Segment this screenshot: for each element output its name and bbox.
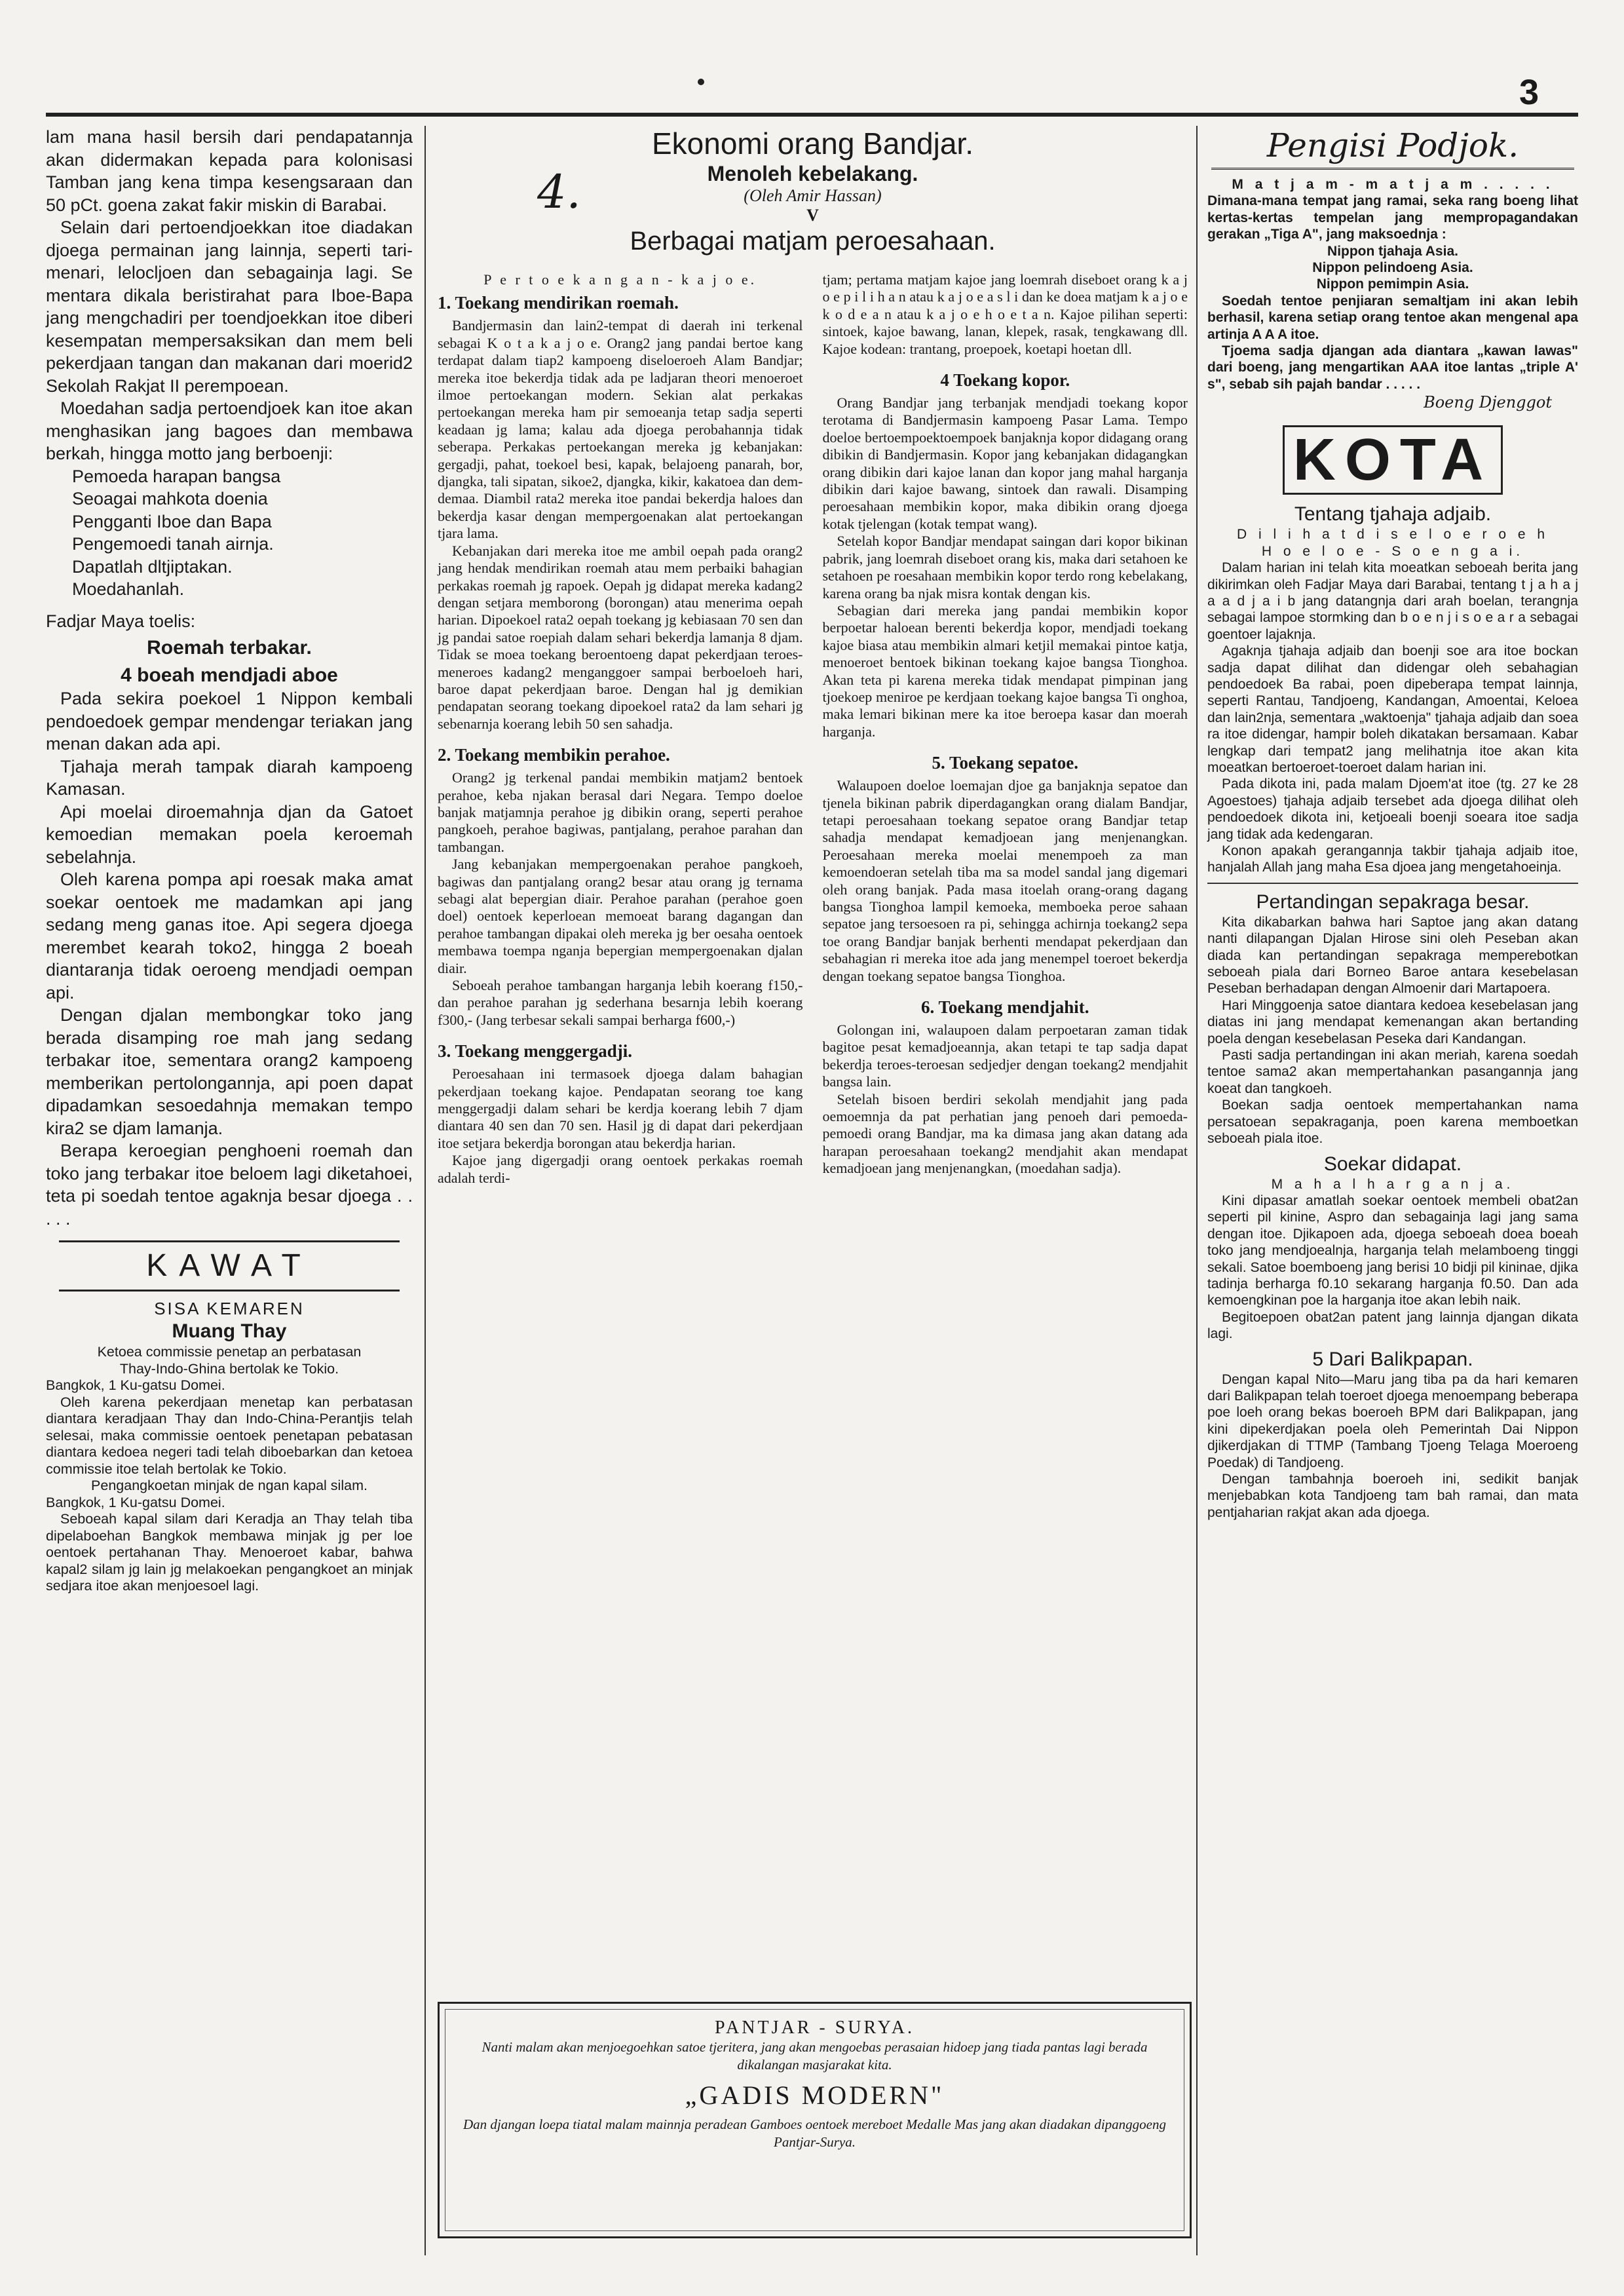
poem-line: Pengganti Iboe dan Bapa xyxy=(72,511,272,531)
article-column-right xyxy=(823,266,1188,1187)
news-heading: Ketoea commissie penetap an perbatasan Thay-Indo-Ghina bertolak ke Tokio. xyxy=(97,1344,362,1377)
dateline: Bangkok, 1 Ku-gatsu Domei. xyxy=(46,1494,225,1510)
paragraph: Kita dikabarkan bahwa hari Saptoe jang akan datang nanti dilapangan Djalan Hirose sini oleh Peseban akan diada kan pertandingan sepakraga memperebotkan seboeah piala dari Borneo Baroe antara kesebelasan Peseban berhadapan dengan Almoenir dari Martapoera. xyxy=(1207,914,1578,997)
paragraph: Oleh karena pompa api roesak maka amat soekar oentoek me madamkan api jang sedang meng ganas itoe. Api segera djoega merembet kearah toko2, hingga 2 boeah diantaranja tidak oeroeng mendjadi oempan api. xyxy=(46,870,413,1003)
section-heading: Muang Thay xyxy=(172,1320,287,1342)
top-dot xyxy=(698,79,704,85)
paragraph: Jang kebanjakan mempergoenakan perahoe pangkoeh, bagiwas dan pantjalang orang2 besar atau orang jg ternama sebagi alat bepergian diair. Perahoe parahan (perahoe goen doel) oentoek keperloean memoeat barang dagangan dan perahoe tambangan dipakai oleh mereka jg ber oesaha oentoek membawa toempa nganja bepergian mempergoenakan djalan diair. xyxy=(438,856,803,976)
kota-heading: KOTA xyxy=(1283,425,1503,495)
advertisement-inner xyxy=(445,2009,1184,2231)
paragraph: tjam; pertama matjam kajoe jang loemrah diseboet orang k a j o e p i l i h a n atau k a j o e a s l i dan ke doea matjam k a j o e k o d e a n atau k a j o e h o e t a n. Kajoe pilihan seperti: sintoek, kajoe bawang, lanan, klepek, rasak, tengkawang dll. Kajoe kodean: trantang, proepoek, koetapi hoetan dll. xyxy=(822,271,1188,357)
paragraph: Peroesahaan ini termasoek djoega dalam bahagian pekerdjaan toekang kajoe. Pendapatan seorang toe kang menggergadji dalam sehari be kerdja koerang lebih 7 djam diantara 40 sen dan 70 sen. Hasil jg di dapat dari pekerdjaan itoe setjara bekerdja borongan atau bekerdja harian. xyxy=(438,1065,803,1151)
signature: Boeng Djenggot xyxy=(1424,393,1552,412)
news-heading: Pengangkoetan minjak de ngan kapal silam. xyxy=(91,1478,368,1493)
section-label: M a t j a m - m a t j a m . . . . . xyxy=(1232,177,1554,192)
paragraph: Orang2 jg terkenal pandai membikin matjam2 bentoek perahoe, keba njakan berasal dari Negara. Tempo doeloe banjak matjamnja perahoe jg dibikin orang, seperti perahoe pangkoeh, perahoe bagiwas, pantjalang, perahoe parahan dan tambangan. xyxy=(438,769,803,855)
ad-title: PANTJAR - SURYA. xyxy=(715,2018,915,2038)
subheadline: M a h a l h a r g a n j a. xyxy=(1271,1176,1515,1192)
poem-line: Pemoeda harapan bangsa xyxy=(72,466,281,486)
article-column-left xyxy=(438,266,803,1187)
headline: Soekar didapat. xyxy=(1323,1153,1462,1175)
ad-text: Nanti malam akan menjoegoehkan satoe tjeritera, jang akan mengoebas perasaian hidoep jang tiada pantas lagi berada dikalangan masjarakat kita. xyxy=(482,2039,1148,2073)
paragraph: Konon apakah gerangannja takbir tjahaja adjaib itoe, hanjalah Allah jang maha Esa djoea jang mengetahoeinja. xyxy=(1207,843,1578,875)
paragraph: Hari Minggoenja satoe diantara kedoea kesebelasan jang diatas ini jang mendapat kemenangan akan bertanding poela dengan kesebelasan Peseka dari Kandangan. xyxy=(1207,997,1578,1046)
headline: Roemah terbakar. xyxy=(147,637,312,659)
paragraph: Tjahaja merah tampak diarah kampoeng Kamasan. xyxy=(46,756,413,799)
paragraph: Dimana-mana tempat jang ramai, seka rang boeng lihat kertas-kertas tempelan jang mempropagandakan gerakan „Tiga A", jang maksoednja : xyxy=(1207,193,1578,242)
page-number: 3 xyxy=(1519,73,1539,112)
slogan: Nippon tjahaja Asia. xyxy=(1327,243,1458,259)
paragraph: lam mana hasil bersih dari pendapatannja akan didermakan kepada para kolonisasi Tamban jang kena timpa kesengsaraan dan 50 pCt. goena zakat fakir miskin di Barabai. xyxy=(46,127,413,215)
section-heading: 1. Toekang mendirikan roemah. xyxy=(438,293,679,313)
section-intro: P e r t o e k a n g a n - k a j o e. xyxy=(483,271,757,288)
paragraph: Dengan djalan membongkar toko jang berada disamping roe mah jang sedang terbakar itoe, sementara orang2 kampoeng memberikan pertolongannja, api poen dapat dipadamkan sesoedahnja memakan tempo kira2 se djam lamanja. xyxy=(46,1005,413,1138)
paragraph: Pada dikota ini, pada malam Djoem'at itoe (tg. 27 ke 28 Agoestoes) tjahaja adjaib tersebet ada djoega dilihat oleh pendoedoek dikota ini, ketjoeali boenji soeara itoe sadja jang tidak ada kedengaran. xyxy=(1207,776,1578,842)
subheadline: H o e l o e - S o e n g a i. xyxy=(1261,543,1524,559)
header-rule xyxy=(46,113,1578,117)
paragraph: Kebanjakan dari mereka itoe me ambil oepah pada orang2 jang hendak mendirikan roemah atau mem perbaiki bahagian perkakas roemah jg rapoek. Oepah jg didapat mereka kadang2 dengan setjara memborong (borongan) atau menerima oepah harian. Dipoekoel rata2 oepah toekang jg kebiasaan 70 sen dan jg pandai satoe roepiah dalam sehari bekerdja lamanja 8 djam. Tidak se moea toekang beroentoeng dapat pekerdjaan teroes-meneroes kadang2 menganggoer sampai berboeloeh hari, baroe dapat pekerdjaan baroe. Dengan hal jg demikian pendapatan seorang toekang dipoekoel rata2 da lam sehari jg sebenarnja koerang lebih 50 sen sahadja. xyxy=(438,542,803,732)
paragraph: Berapa keroegian penghoeni roemah dan toko jang terbakar itoe beloem lagi diketahoei, teta pi soedah tentoe agaknja besar djoega . . . . . xyxy=(46,1141,413,1229)
motto-poem xyxy=(46,465,413,601)
column-right xyxy=(1207,126,1578,1521)
paragraph: Kajoe jang digergadji orang oentoek perkakas roemah adalah terdi- xyxy=(438,1152,803,1186)
paragraph: Bandjermasin dan lain2-tempat di daerah ini terkenal sebagai K o t a k a j o e. Orang2 jang pandai bertoe kang terdapat dalam tiap2 kampoeng diseloeroeh Alam Bandjar; mereka itoe bekerdja tidak ada pe ladjaran theori menoeroet ilmoe pertoekangan modern. Sekian alat perkakas pertoekangan mereka ham pir semoeanja tetap sadja seperti keadaan jg lama; kalau ada djoega perobahannja tidak seberapa. Perkakas pertoekangan mereka jg kebanjakan: gergadji, pahat, toekoel besi, kapak, belajoeng panarah, bor, djangka, tali sipatan, sikoe2, djangka, kikir, kakatoea dan dem-demaa. Diambil rata2 mereka itoe pandai bekerdja haloes dan bekerdja kasar dengan mempergoenakan alat pertoekangan tjara lama. xyxy=(438,317,803,542)
article-subtitle: Menoleh kebelakang. xyxy=(707,162,918,185)
section-label: SISA KEMAREN xyxy=(154,1299,305,1318)
paragraph: Pada sekira poekoel 1 Nippon kembali pendoedoek gempar mendengar teriakan jang menan dakan ada api. xyxy=(46,689,413,754)
paragraph: Seboeah perahoe tambangan harganja lebih koerang f150,- dan perahoe parahan jg sederhana besarnja lebih koerang f300,- (Jang terbesar sekali sampai berharga f600,-) xyxy=(438,977,803,1028)
paragraph: Sebagian dari mereka jang pandai membikin kopor berpoetar haloean berenti bekerdja kopor, mendjadi toekang kajoe biasa atau membikin almari ketjil memakai pintoe katja, menoeroet bentoek bikinan toekang kajoe bangsa Tionghoa. Akan teta pi karena mereka tidak mendapat pimpinan jang tjoekoep meniroe pe kerdjaan toekang kajoe bangsa Ti onghoa, maka lemari bikinan mere ka itoe beroepa kasar dan moerah harganja. xyxy=(822,602,1188,740)
paragraph: Moedahan sadja pertoendjoek kan itoe akan menghasikan jang bagoes dan membawa berkah, hingga motto jang berboenji: xyxy=(46,398,413,463)
paragraph: Kini dipasar amatlah soekar oentoek membeli obat2an seperti pil kinine, Aspro dan sebagainja lagi jang sama dengan itoe. Djikapoen ada, djoega seboeah doea boeah toko jang mendjoealnja, harganja telah melamboeng tinggi sekali. Satoe boemboeng jang berisi 10 bidji pil kininae, djika tadinja berharga f0.10 sekarang harganja f0.50. Dan ada kemoengkinan poe la harganja itoe akan lebih naik. xyxy=(1207,1193,1578,1309)
paragraph: Oleh karena pekerdjaan menetap kan perbatasan diantara keradjaan Thay dan Indo-China-Perantjis telah selesai, maka commissie oentoek penetapan pebatasan diantara kedoea negeri tadi telah diboebarkan dan ketoea commissie itoe telah bertolak ke Tokio. xyxy=(46,1394,413,1477)
column-title: Pengisi Podjok. xyxy=(1211,126,1574,170)
telegram-news xyxy=(46,1344,413,1595)
paragraph: Dengan kapal Nito—Maru jang tiba pa da hari kemaren dari Balikpapan telah toeroet djoega menoempang beberapa poe loeh orang bekas boeroeh BPM dari Balikpapan, jang kini dipekerdjakan poela oleh Pemerintah Dai Nippon djikerdjakan di TTMP (Tambang Tjoeng Telaga Moeroeng Poedak) di Tandjoeng. xyxy=(1207,1371,1578,1470)
section-heading: 3. Toekang menggergadji. xyxy=(438,1041,633,1062)
column-left xyxy=(46,126,413,1595)
section-heading: 5. Toekang sepatoe. xyxy=(932,753,1079,773)
paragraph: Agaknja tjahaja adjaib dan boenji soe ara itoe bockan sadja dapat dilihat dan didengar oleh sebahagian pendoedoek Ba rabai, poen dipeberapa tempat lainnja, seperti Rantau, Tandjoeng, Kandangan, Amoentai, Keloea dan lain2nja, sementara „waktoenja" tjahaja adjaib dan soea ra itoe didengar, hampir boleh dikatakan bersamaan. Kabar lengkap dari tempat2 jang melihatnja itoe akan kita moeatkan bertoeroet-toeroet dalam harian ini. xyxy=(1207,643,1578,775)
poem-line: Seoagai mahkota doenia xyxy=(72,489,268,508)
article-heading: Berbagai matjam peroesahaan. xyxy=(630,227,996,256)
kawat-heading: KAWAT xyxy=(59,1240,400,1292)
section-heading: 2. Toekang membikin perahoe. xyxy=(438,745,670,765)
subheadline: D i l i h a t d i s e l o e r o e h xyxy=(1236,527,1549,543)
poem-line: Dapatlah dltjiptakan. xyxy=(72,556,233,577)
paragraph: Dalam harian ini telah kita moeatkan seboeah berita jang dikirimkan oleh Fadjar Maya dari Barabai, tentang t j a h a j a a d j a i b jang datangnja dari arah boelan, terangnja sebagai lampoe stormking dan b o e n j i s o e a r a sebagai goentoer lajaknja. xyxy=(1207,560,1578,642)
paragraph: Setelah kopor Bandjar mendapat saingan dari kopor bikinan pabrik, jang loemrah diseboet orang kis, maka dari setahoen ke setahoen pe roesahaan membikin kopor terdo rong kebelakang, karena orang ba njak misra kontak dengan kis. xyxy=(822,533,1188,602)
slogan: Nippon pemimpin Asia. xyxy=(1316,277,1469,292)
article-columns xyxy=(438,266,1188,1187)
paragraph: Walaupoen doeloe loemajan djoe ga banjaknja sepatoe dan tjenela bikinan pabrik diperdagangkan orang dialam Bandjar, tetapi peroesahaan toekang sepatoe orang Bandjar tetap sahadja mendapat kemadjoean jang menjenangkan. Peroesahaan mereka moelai menempoeh za man kemoendoeran setelah tiba ma sa model sandal jang digemari oleh orang banjak. Pada masa itoelah orang-orang dagang bangsa Tionghoa lampil kemoeka, memboeka peroe sahaan sepatoe jang tersoesoen ra pi, sehingga achirnja toekang2 sepa toe orang Bandjar banjak berhenti mendapat pekerdjaan dan sebahagian ri mereka itoe ada jang menempel toeroet bekerdja dengan toekang sepatoe bangsa Tionghoa. xyxy=(822,777,1188,984)
column-divider xyxy=(425,126,426,2255)
column-middle xyxy=(438,126,1188,1187)
dateline: Bangkok, 1 Ku-gatsu Domei. xyxy=(46,1377,225,1393)
ad-text: Dan djangan loepa tiatal malam mainnja peradean Gamboes oentoek mereboet Medalle Mas jang akan diadakan dipanggoeng Pantjar-Surya. xyxy=(463,2116,1166,2150)
article-author: (Oleh Amir Hassan) xyxy=(744,186,882,205)
slogan: Nippon pelindoeng Asia. xyxy=(1312,260,1473,276)
paragraph: Api moelai diroemahnja djan da Gatoet kemoedian memakan poela keroemah sebelahnja. xyxy=(46,801,413,867)
advertisement-box xyxy=(438,2002,1192,2238)
paragraph: Golongan ini, walaupoen dalam perpoetaran zaman tidak bagitoe pesat kemadjoeannja, akan tetapi te tap sadja dapat bekerdja teroes-teroesan sedjedjer dengan toekang2 mendjahit bangsa lain. xyxy=(822,1022,1188,1090)
paragraph: Dengan tambahnja boeroeh ini, sedikit banjak menjebabkan kota Tandjoeng tam bah ramai, dan mata pentjaharian rakjat akan ada djoega. xyxy=(1207,1472,1578,1520)
paragraph: Seboeah kapal silam dari Keradja an Thay telah tiba dipelaboehan Bangkok membawa minjak jg per loe oentoek pertahanan Thay. Menoeroet kabar, bahwa kapal2 silam jg lain jg melakoekan pengangkoet an minjak sedjara itoe akan menjoesoel lagi. xyxy=(46,1511,413,1594)
paragraph: Tjoema sadja djangan ada diantara „kawan lawas" dari boeng, jang mengartikan AAA itoe lantas „triple A' s", sebab sih pajah bandar . . . . . xyxy=(1207,343,1578,392)
headline: 5 Dari Balikpapan. xyxy=(1312,1348,1473,1370)
ad-show-name: „GADIS MODERN" xyxy=(685,2080,945,2110)
divider xyxy=(1207,883,1578,884)
section-heading: 6. Toekang mendjahit. xyxy=(920,997,1089,1018)
paragraph: Setelah bisoen berdiri sekolah mendjahit jang pada oemoemnja da pat perhatian jang penoeh dari pemoeda-pemoedi orang Bandjar, ma ka dimasa jang akan datang ada harapan peroesahaan toekang2 mendjahit akan mendapat kemadjoean jang menjenangkan, (moedahan sadja). xyxy=(822,1090,1188,1177)
headline: Tentang tjahaja adjaib. xyxy=(1294,503,1492,526)
poem-line: Moedahanlah. xyxy=(72,579,185,599)
article-title: Ekonomi orang Bandjar. xyxy=(652,126,973,161)
poem-line: Pengemoedi tanah airnja. xyxy=(72,534,274,554)
paragraph: Pasti sadja pertandingan ini akan meriah, karena soedah tentoe sama2 akan mempertahankan pasangannja jang koeat dan tangkoeh. xyxy=(1207,1048,1578,1096)
series-number: 4. xyxy=(537,165,581,219)
section-heading: 4 Toekang kopor. xyxy=(940,370,1070,391)
paragraph: Selain dari pertoendjoekkan itoe diadakan djoega permainan jang lainnja, seperti tari-menari, lelocljoen dan sebagainja lagi. Se mentara dikala beristirahat para Iboe-Bapa jang mengchadiri per toendjoekkan itoe diberi kesempatan mempersaksikan dan mem beli pekerdjaan tangan dan makanan dari moerid2 Sekolah Rakjat II perempoean. xyxy=(46,218,413,396)
article-part: V xyxy=(806,206,819,225)
headline: Pertandingan sepakraga besar. xyxy=(1256,890,1530,913)
column-divider xyxy=(1196,126,1198,2255)
paragraph: Orang Bandjar jang terbanjak mendjadi toekang kopor terotama di Bandjermasin kampoeng Pasar Lama. Tempo doeloe bertoempoektoempoek banjaknja kopor didagang orang dibikin di Bandjermasin. Kopor jang kebanjakan didagangkan orang dibikin dari kajoe lanan dan kopor jang mahal harganja dibikin dari kajoe bawang, sintoek dan rawali. Disamping peroesahaan membikin kopor, maka dibikin orang djoega kotak tjelengan (kotak tempat wang). xyxy=(822,394,1188,532)
paragraph: Boekan sadja oentoek mempertahankan nama persatoean sepakraganja, poen karena memboetkan seboeah piala itoe. xyxy=(1207,1098,1578,1147)
source-line: Fadjar Maya toelis: xyxy=(46,611,196,631)
subheadline: 4 boeah mendjadi aboe xyxy=(121,664,338,686)
paragraph: Soedah tentoe penjiaran semaltjam ini akan lebih berhasil, karena setiap orang tentoe akan mengenal apa artinja A A A itoe. xyxy=(1207,293,1578,342)
paragraph: Begitoepoen obat2an patent jang lainnja djangan dikata lagi. xyxy=(1207,1309,1578,1342)
